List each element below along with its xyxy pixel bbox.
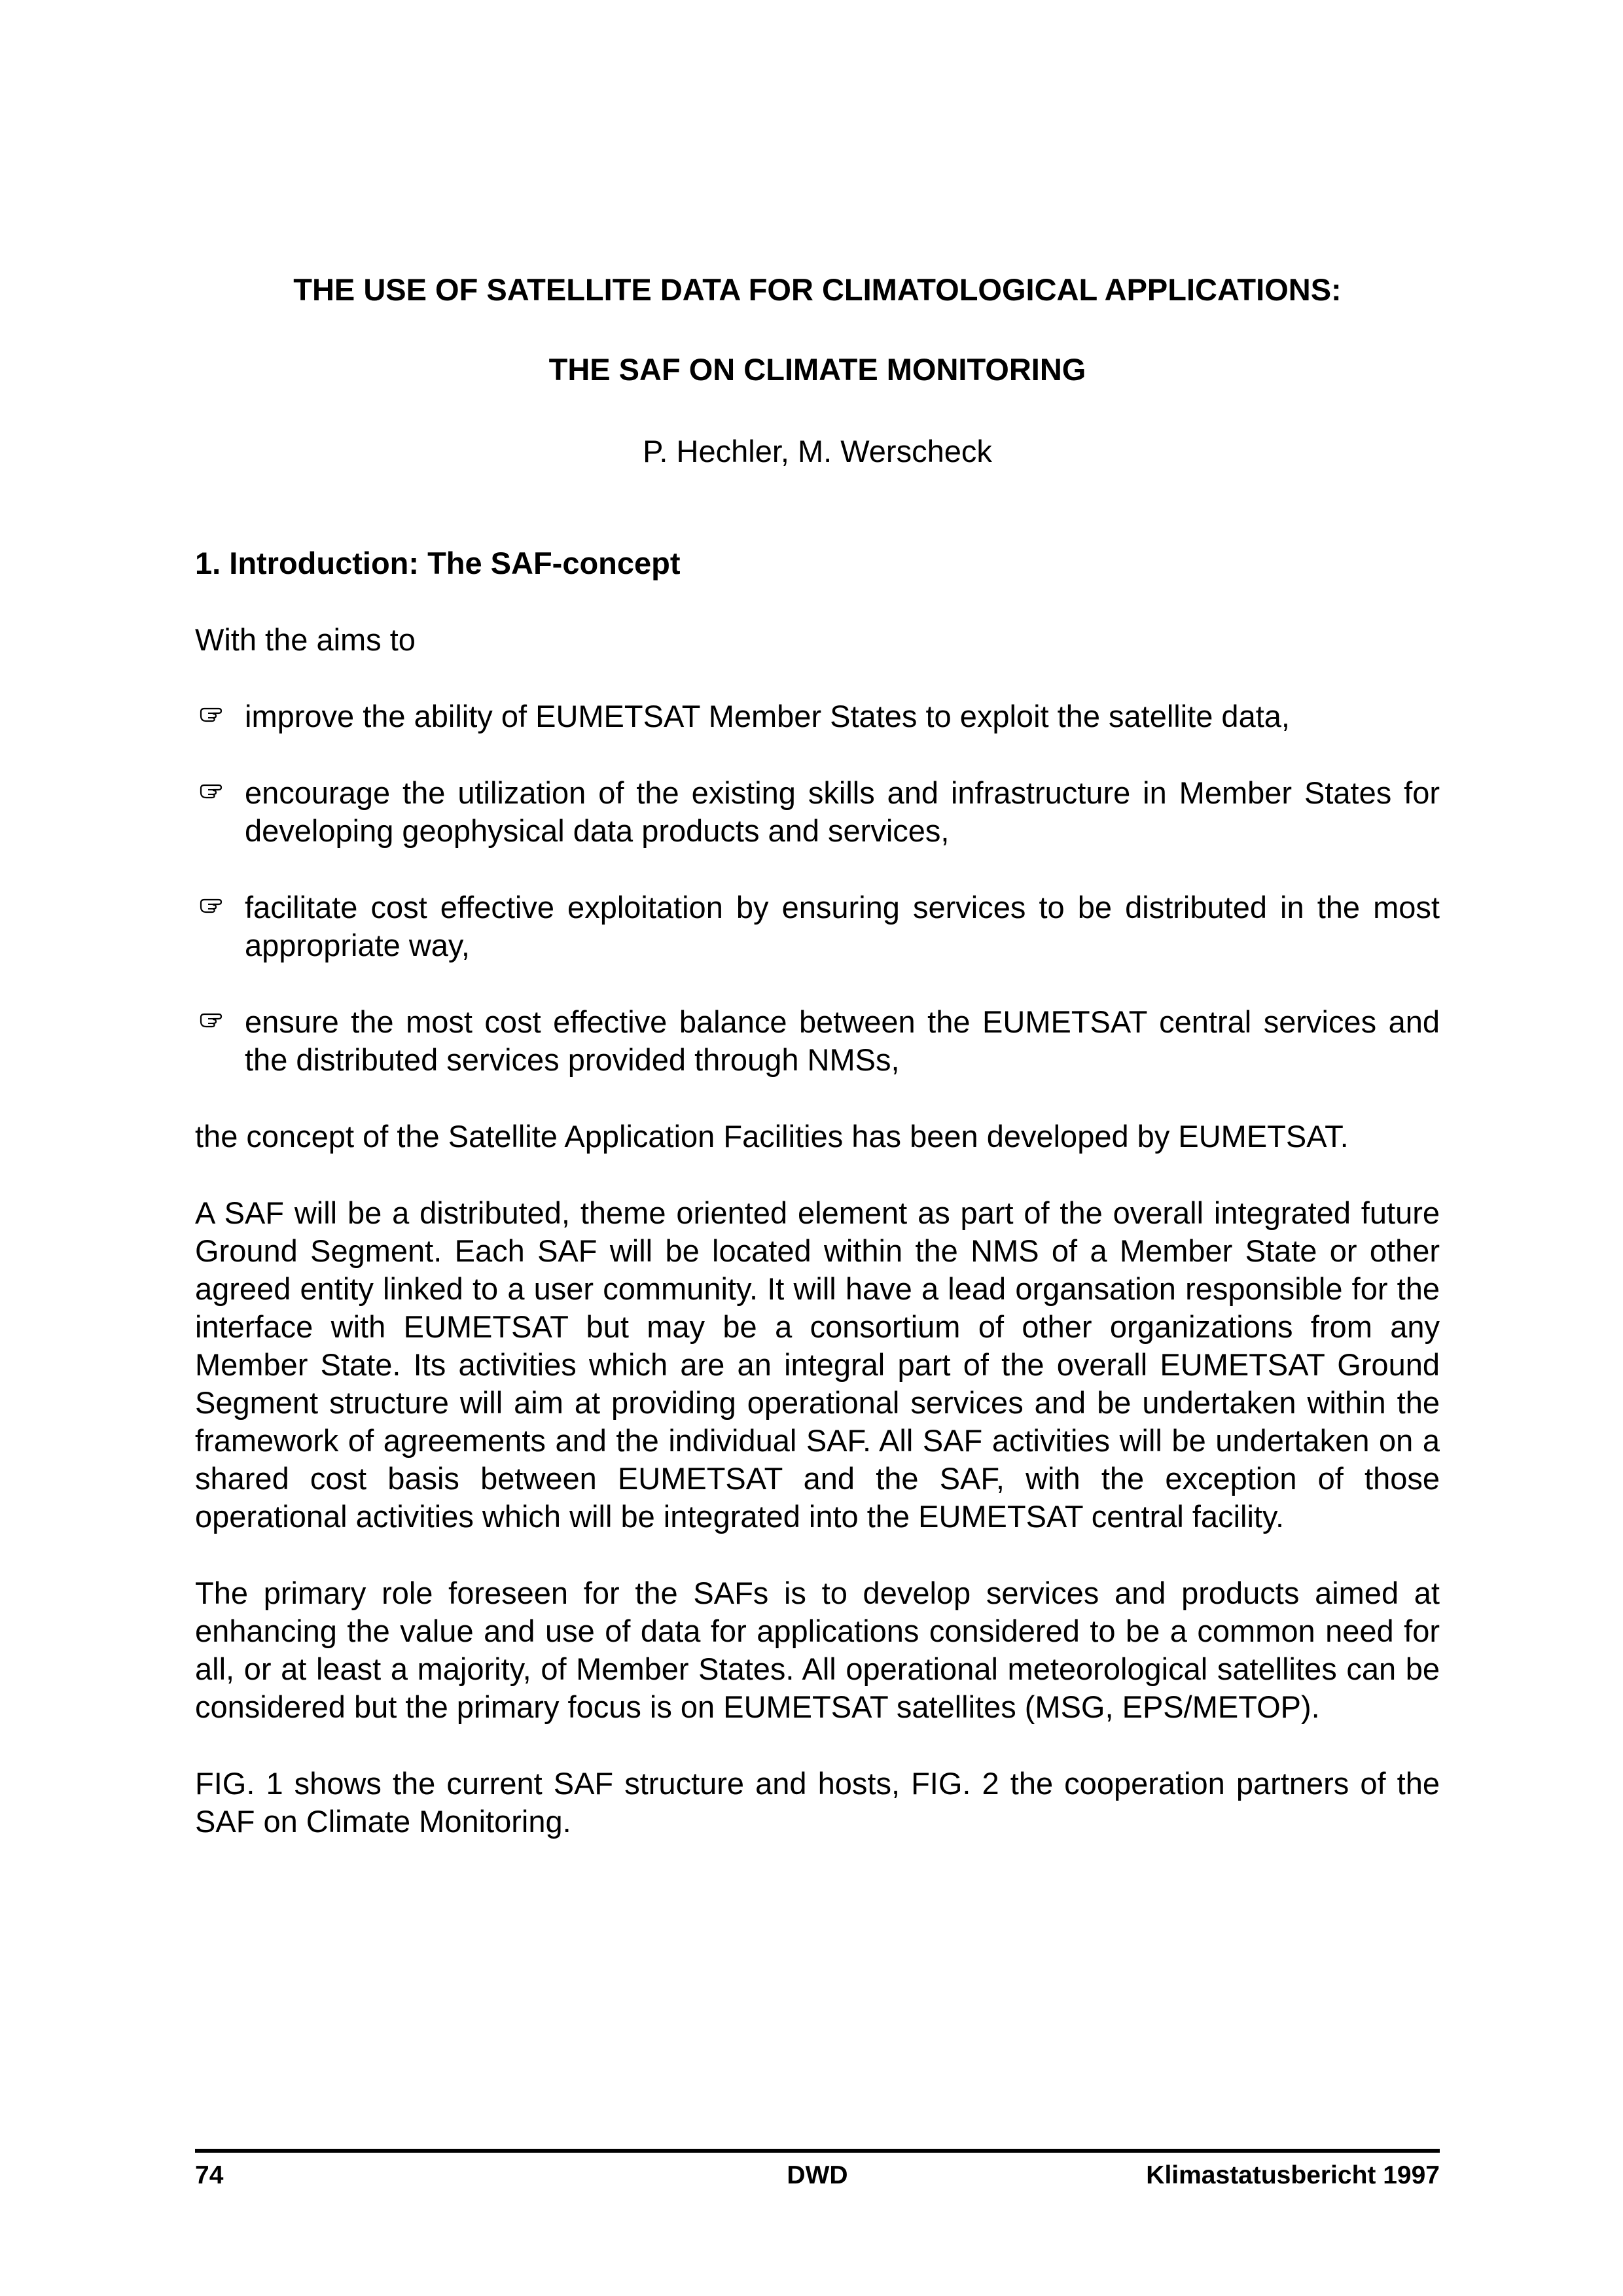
list-item — [195, 1003, 1440, 1079]
footer-publisher: DWD — [787, 2161, 848, 2189]
paragraph-figures: FIG. 1 shows the current SAF structure and hosts, FIG. 2 the cooperation partners of the SAF on Climate Monitoring. — [195, 1766, 1440, 1839]
bullet-text: encourage the utilization of the existing skills and infrastructure in Member States for developing geophysical data products and services, — [245, 775, 1440, 848]
list-item — [195, 774, 1440, 850]
list-item — [195, 889, 1440, 964]
bullet-text: facilitate cost effective exploitation by ensuring services to be distributed in the most appropriate way, — [245, 890, 1440, 963]
aims-list — [195, 698, 1440, 1079]
pointing-hand-icon — [199, 891, 225, 917]
document-title-line-2: THE SAF ON CLIMATE MONITORING — [548, 352, 1086, 387]
page-number: 74 — [195, 2161, 224, 2189]
pointing-hand-icon — [199, 1006, 225, 1032]
paragraph-primary-role: The primary role foreseen for the SAFs is to develop services and products aimed at enhancing the value and use of data for applications considered to be a common need for all, or at least a majority, of Member States. All operational meteorological satellites can be considered but the primary focus is on EUMETSAT satellites (MSG, EPS/METOP). — [195, 1576, 1440, 1724]
pointing-hand-icon — [199, 777, 225, 803]
document-body — [195, 544, 1440, 1879]
document-title-line-1: THE USE OF SATELLITE DATA FOR CLIMATOLOGICAL APPLICATIONS: — [293, 272, 1342, 307]
footer-publication-title: Klimastatusbericht 1997 — [1146, 2161, 1440, 2189]
paragraph-concept: the concept of the Satellite Application Facilities has been developed by EUMETSAT. — [195, 1119, 1349, 1154]
paragraph-saf-definition: A SAF will be a distributed, theme oriented element as part of the overall integrated future Ground Segment. Each SAF will be located within the NMS of a Member State or other agreed entity linked to a user community. It will have a lead organsation responsible for the interface with EUMETSAT but may be a consortium of other organizations from any Member State. Its activities which are an integral part of the overall EUMETSAT Ground Segment structure will aim at providing operational services and be undertaken within the framework of agreements and the individual SAF. All SAF activities will be undertaken on a shared cost basis between EUMETSAT and the SAF, with the exception of those operational activities which will be integrated into the EUMETSAT central facility. — [195, 1195, 1440, 1534]
intro-paragraph: With the aims to — [195, 622, 416, 657]
list-item — [195, 698, 1440, 735]
bullet-text: ensure the most cost effective balance between the EUMETSAT central services and the distributed services provided through NMSs, — [245, 1004, 1440, 1077]
authors: P. Hechler, M. Werscheck — [643, 434, 992, 468]
pointing-hand-icon — [199, 700, 225, 726]
bullet-text: improve the ability of EUMETSAT Member States to exploit the satellite data, — [245, 699, 1290, 733]
document-page — [195, 0, 1440, 2296]
section-heading: 1. Introduction: The SAF-concept — [195, 546, 681, 580]
footer-divider — [195, 2149, 1440, 2153]
page-footer — [195, 2159, 1440, 2192]
